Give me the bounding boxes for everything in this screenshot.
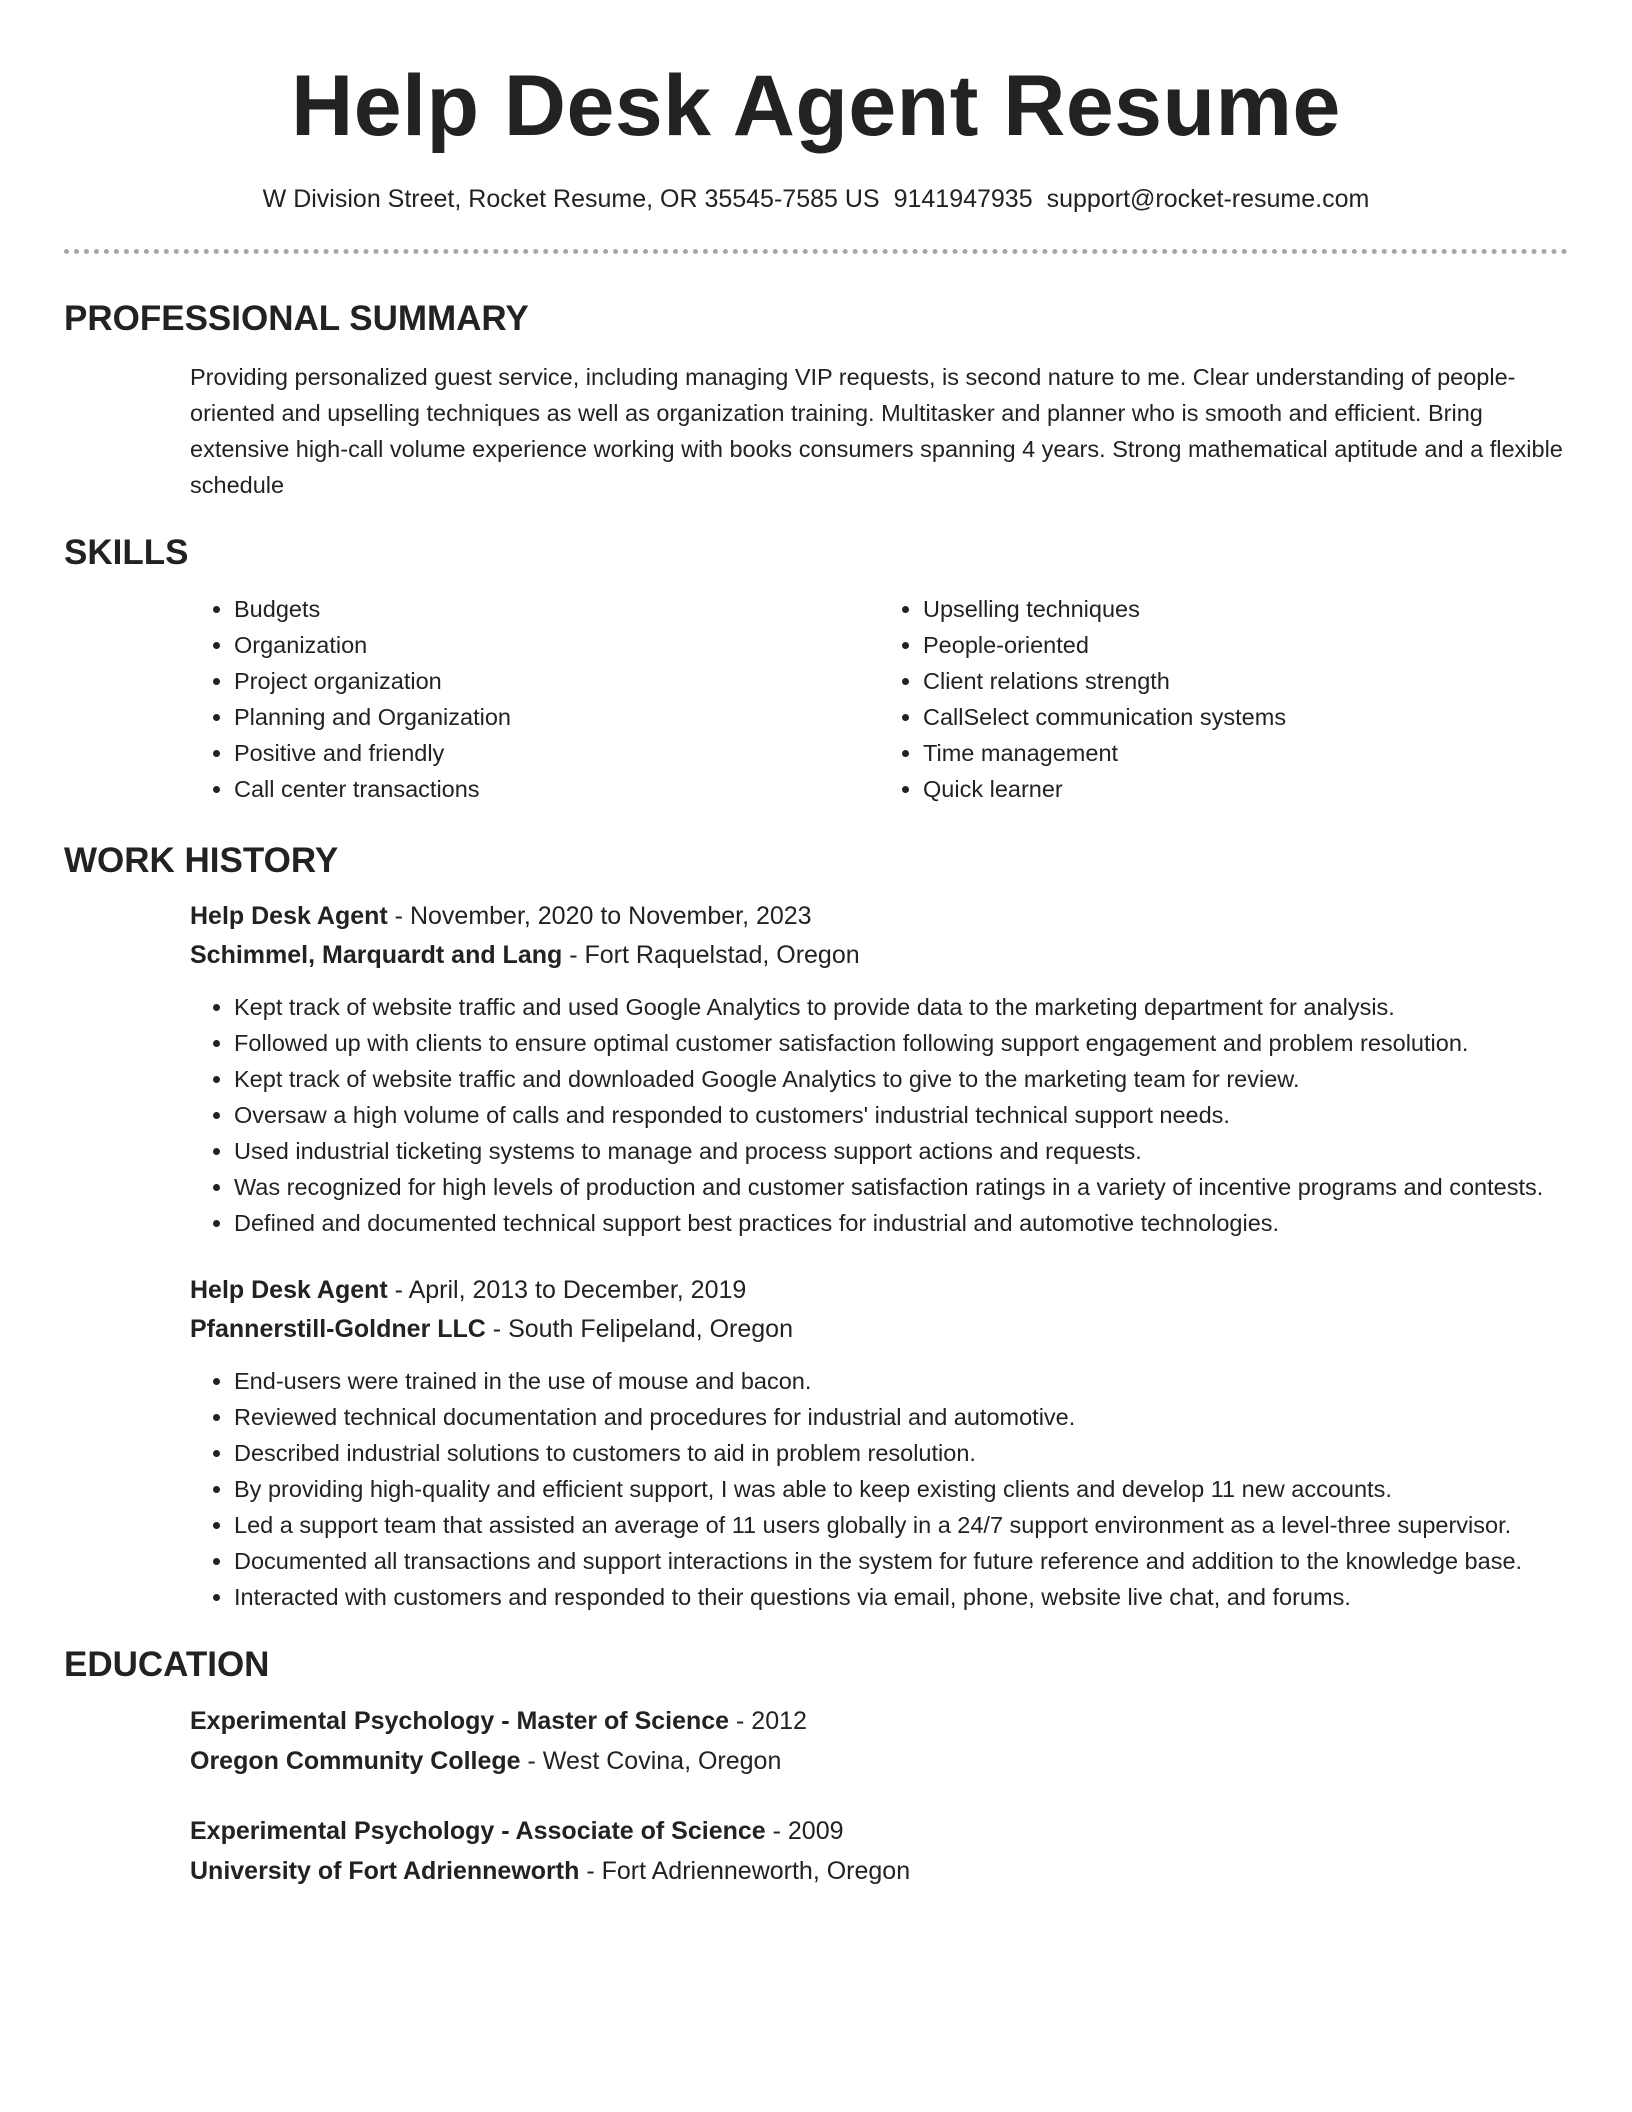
skills-column-right: [879, 591, 1568, 807]
work-history-heading: WORK HISTORY: [64, 841, 339, 880]
job-duty: • By providing high-quality and efficient support, I was able to keep existing clients and develop 11 new accounts.: [234, 1471, 1568, 1507]
education-location: - Fort Adrienneworth, Oregon: [579, 1857, 911, 1885]
education-year: - 2012: [729, 1707, 807, 1735]
job-duty: • Led a support team that assisted an average of 11 users globally in a 24/7 support environment as a level-three supervisor.: [234, 1507, 1568, 1543]
job-company-line: [190, 936, 1568, 975]
education-school: Oregon Community College: [190, 1747, 521, 1775]
job-company: Pfannerstill-Goldner LLC: [190, 1315, 486, 1343]
job-entry: [190, 1271, 1568, 1615]
education-degree-line: [190, 1701, 1568, 1741]
skill-item: • Project organization: [234, 663, 879, 699]
education-entry: [190, 1701, 1568, 1781]
job-duty: • Kept track of website traffic and downloaded Google Analytics to give to the marketing team for review.: [234, 1061, 1568, 1097]
skill-item: • Quick learner: [923, 771, 1568, 807]
education-heading: EDUCATION: [64, 1645, 270, 1684]
skill-item: • Upselling techniques: [923, 591, 1568, 627]
contact-address: W Division Street, Rocket Resume, OR 35545-7585 US: [262, 185, 880, 213]
job-title: Help Desk Agent: [190, 1276, 388, 1304]
summary-heading: PROFESSIONAL SUMMARY: [64, 299, 529, 338]
job-duty: • Interacted with customers and responded to their questions via email, phone, website live chat, and forums.: [234, 1579, 1568, 1615]
job-dates: - November, 2020 to November, 2023: [387, 902, 812, 930]
header-divider: [64, 249, 1568, 254]
job-title-line: [190, 1271, 1568, 1310]
skill-item: • People-oriented: [923, 627, 1568, 663]
skill-item: • Time management: [923, 735, 1568, 771]
resume-title: Help Desk Agent Resume: [291, 58, 1341, 154]
job-company-line: [190, 1310, 1568, 1349]
skill-item: • CallSelect communication systems: [923, 699, 1568, 735]
job-duty: • Oversaw a high volume of calls and responded to customers' industrial technical support needs.: [234, 1097, 1568, 1133]
education-degree: Experimental Psychology - Associate of Science: [190, 1817, 766, 1845]
job-location: - Fort Raquelstad, Oregon: [562, 941, 860, 969]
job-title: Help Desk Agent: [190, 902, 388, 930]
job-duty: • End-users were trained in the use of mouse and bacon.: [234, 1363, 1568, 1399]
education-degree: Experimental Psychology - Master of Science: [190, 1707, 730, 1735]
skill-item: • Call center transactions: [234, 771, 879, 807]
job-dates: - April, 2013 to December, 2019: [387, 1276, 747, 1304]
job-duty: • Described industrial solutions to customers to aid in problem resolution.: [234, 1435, 1568, 1471]
job-location: - South Felipeland, Oregon: [485, 1315, 793, 1343]
skill-item: • Organization: [234, 627, 879, 663]
education-entry: [190, 1811, 1568, 1891]
job-entry: [190, 897, 1568, 1241]
contact-line: [64, 182, 1568, 216]
skill-item: • Positive and friendly: [234, 735, 879, 771]
education-year: - 2009: [765, 1817, 844, 1845]
skill-item: • Budgets: [234, 591, 879, 627]
job-title-line: [190, 897, 1568, 936]
job-duty: • Reviewed technical documentation and procedures for industrial and automotive.: [234, 1399, 1568, 1435]
skill-item: • Client relations strength: [923, 663, 1568, 699]
education-location: - West Covina, Oregon: [520, 1747, 782, 1775]
skills-heading: SKILLS: [64, 533, 189, 572]
education-degree-line: [190, 1811, 1568, 1851]
job-duties: [190, 1363, 1568, 1615]
skill-item: • Planning and Organization: [234, 699, 879, 735]
education-school: University of Fort Adrienneworth: [190, 1857, 580, 1885]
job-company: Schimmel, Marquardt and Lang: [190, 941, 563, 969]
summary-text: Providing personalized guest service, including managing VIP requests, is second nature to me. Clear understanding of people-oriented and upselling techniques as well as organization training. Multitasker and planner who is smooth and efficient. Bring extensive high-call volume experience working with books consumers spanning 4 years. Strong mathematical aptitude and a flexible schedule: [190, 364, 1563, 498]
summary-section: [190, 359, 1568, 503]
education-school-line: [190, 1741, 1568, 1781]
job-duty: • Documented all transactions and support interactions in the system for future reference and addition to the knowledge base.: [234, 1543, 1568, 1579]
contact-email: support@rocket-resume.com: [1046, 185, 1370, 213]
job-duty: • Kept track of website traffic and used Google Analytics to provide data to the marketing department for analysis.: [234, 989, 1568, 1025]
education-school-line: [190, 1851, 1568, 1891]
skills-list: [190, 591, 1568, 807]
job-duty: • Used industrial ticketing systems to manage and process support actions and requests.: [234, 1133, 1568, 1169]
job-duty: • Defined and documented technical support best practices for industrial and automotive technologies.: [234, 1205, 1568, 1241]
job-duty: • Was recognized for high levels of production and customer satisfaction ratings in a variety of incentive programs and contests.: [234, 1169, 1568, 1205]
skills-column-left: [190, 591, 879, 807]
job-duties: [190, 989, 1568, 1241]
contact-phone: 9141947935: [893, 185, 1033, 213]
job-duty: • Followed up with clients to ensure optimal customer satisfaction following support engagement and problem resolution.: [234, 1025, 1568, 1061]
